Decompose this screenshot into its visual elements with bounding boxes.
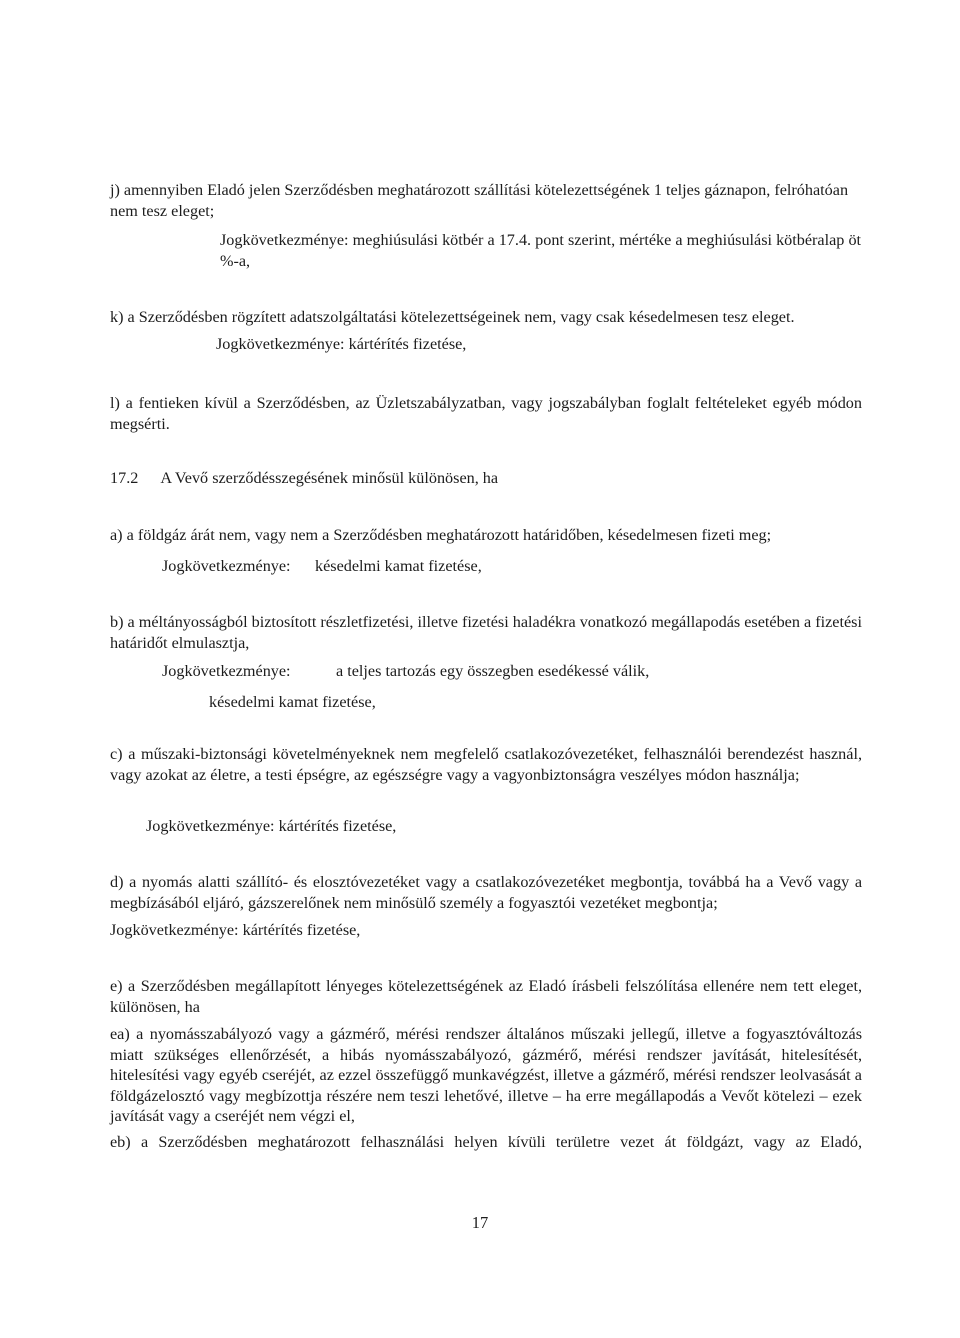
paragraph-b: b) a méltányosságból biztosított részletfizetési, illetve fizetési haladékra vonatkozó megállapodás esetében a fizetési határidőt elmulasztja, [110, 613, 862, 652]
consequence-value: késedelmi kamat fizetése, [209, 693, 376, 711]
consequence-value: a teljes tartozás egy összegben esedékessé válik, [336, 662, 650, 680]
paragraph-a-consequence [162, 556, 291, 577]
section-title: A Vevő szerződésszegésének minősül különösen, ha [160, 469, 499, 487]
paragraph-ea: ea) a nyomásszabályozó vagy a gázmérő, mérési rendszer általános műszaki jellegű, illetve a fogyasztóváltozás miatt szükséges ellenőrzését, a hibás nyomásszabályozó, gázmérő, mérési rendszer javítását, hitelesítését, hitelesítési vagy egyéb cseréjét, az ezzel összefüggő munkavégzést, illetve a gázmérő, mérési rendszer leolvasását a földgázelosztó vagy megbízottja részére nem teszi lehetővé, illetve – ha erre megállapodás a Vevőt kötelezi – ezek javítását vagy a cseréjét nem végzi el, [110, 1025, 862, 1125]
paragraph-a: a) a földgáz árát nem, vagy nem a Szerződésben meghatározott határidőben, késedelmesen fizeti meg; [110, 526, 772, 544]
paragraph-c-consequence: Jogkövetkezménye: kártérítés fizetése, [146, 817, 397, 835]
paragraph-j: j) amennyiben Eladó jelen Szerződésben meghatározott szállítási kötelezettségének 1 teljes gáznapon, felróhatóan nem tesz eleget; [110, 181, 849, 220]
paragraph-d: d) a nyomás alatti szállító- és elosztóvezetéket vagy a csatlakozóvezetéket megbontja, továbbá ha a Vevő vagy a megbízásából eljáró, gázszerelőnek nem minősülő személy a fogyasztói vezetéket megbontja; [110, 873, 862, 912]
consequence-value: késedelmi kamat fizetése, [315, 557, 482, 575]
paragraph-e: e) a Szerződésben megállapított lényeges kötelezettségének az Eladó írásbeli felszólítása ellenére nem tett eleget, különösen, ha [110, 977, 862, 1016]
consequence-label: Jogkövetkezménye: [162, 557, 291, 575]
paragraph-b-consequence [162, 661, 291, 682]
consequence-label: Jogkövetkezménye: [162, 662, 291, 680]
section-heading [110, 468, 498, 489]
paragraph-a-consequence-value [315, 556, 482, 577]
paragraph-d-consequence: Jogkövetkezménye: kártérítés fizetése, [110, 921, 361, 939]
section-number: 17.2 [110, 469, 139, 487]
page-number: 17 [471, 1213, 489, 1232]
paragraph-b-consequence-value [336, 661, 649, 682]
paragraph-b-consequence-second [209, 692, 376, 713]
paragraph-l: l) a fentieken kívül a Szerződésben, az Üzletszabályzatban, vagy jogszabályban foglalt feltételeket egyéb módon megsérti. [110, 394, 862, 433]
paragraph-k: k) a Szerződésben rögzített adatszolgáltatási kötelezettségeinek nem, vagy csak késedelmesen tesz eleget. [110, 308, 795, 326]
paragraph-c: c) a műszaki-biztonsági követelményeknek nem megfelelő csatlakozóvezetéket, felhasználói berendezést használ, vagy azokat az életre, a testi épségre, az egészségre vagy a vagyonbiztonságra veszélyes módon használja; [110, 745, 862, 784]
paragraph-k-consequence: Jogkövetkezménye: kártérítés fizetése, [216, 335, 467, 353]
paragraph-j-consequence: Jogkövetkezménye: meghiúsulási kötbér a 17.4. pont szerint, mértéke a meghiúsulási kötbéralap öt %-a, [220, 231, 862, 270]
paragraph-eb: eb) a Szerződésben meghatározott felhasználási helyen kívüli területre vezet át földgázt, vagy az Eladó, [110, 1133, 862, 1151]
